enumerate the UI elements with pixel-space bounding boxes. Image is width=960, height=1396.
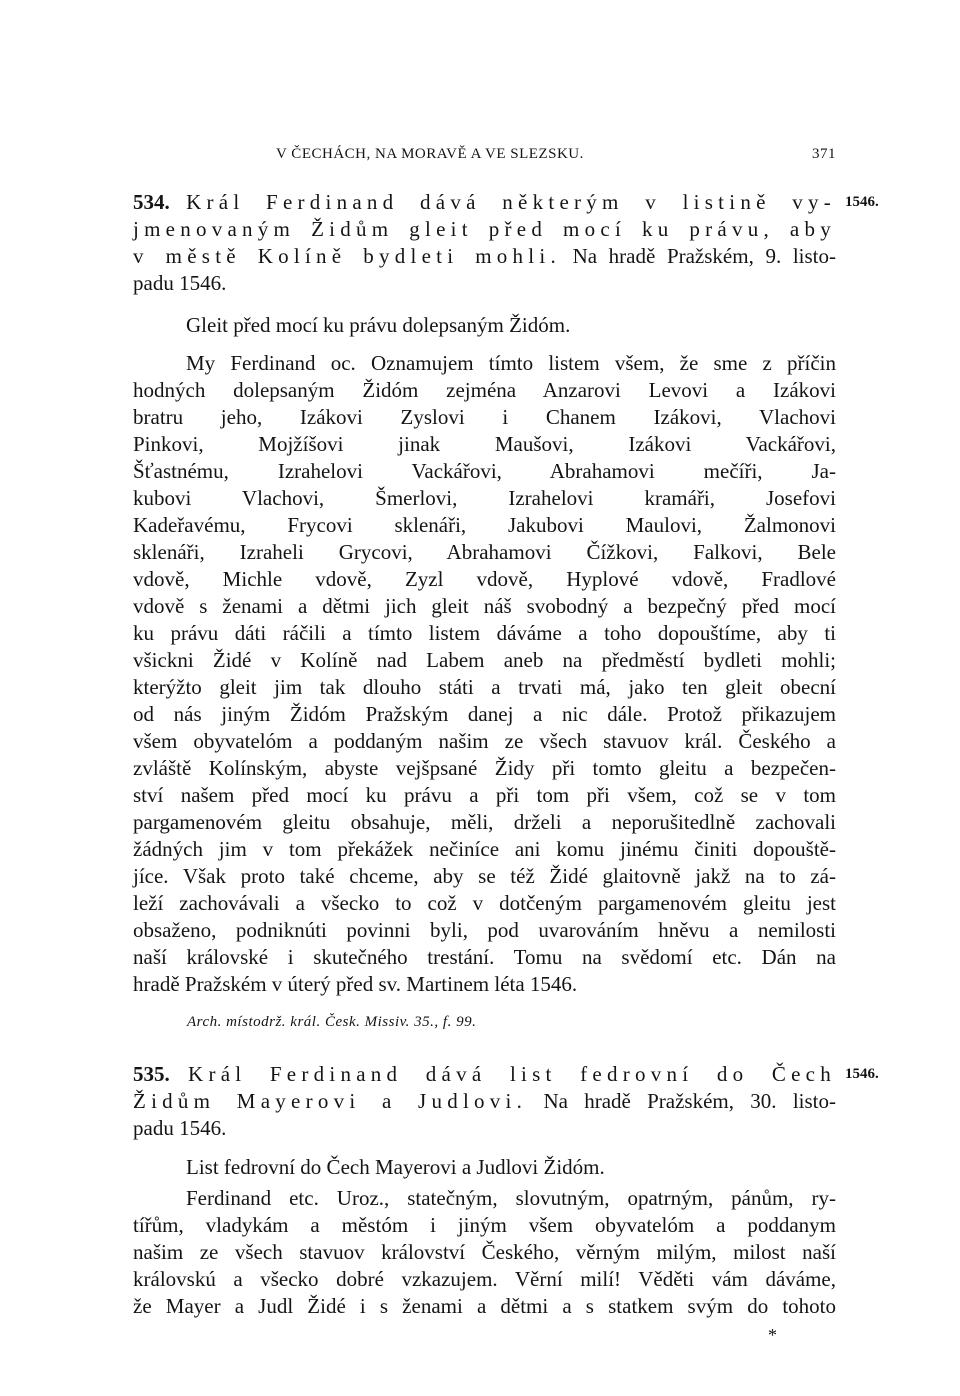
entry-534-regest-line (133, 190, 836, 220)
entry-535-regest-line: padu 1546. (133, 1116, 227, 1140)
entry-534-text-line: My Ferdinand oc. Oznamujem tímto listem všem, že sme z příčin (186, 351, 836, 375)
margin-year: 1546. (845, 1066, 879, 1082)
entry-534-text-line: leží zachovávali a všecko to což v dotčeným pargamenovém gleitu jest (133, 891, 836, 915)
regest-date: Na hradě Pražském, 9. listo- (560, 244, 836, 268)
entry-534-text-line: všem obyvatelóm a poddaným našim ze všech stavuov král. Českého a (133, 729, 836, 753)
entry-534-text-line: zvláště Kolínským, abyste vejšpsané Židy při tomto gleitu a bezpečen- (133, 756, 836, 780)
entry-534-text-line: naší královské i skutečného trestání. Tomu na svědomí etc. Dán na (133, 945, 836, 969)
entry-534-text-line: sklenáři, Izraheli Grycovi, Abrahamovi Čížkovi, Falkovi, Bele (133, 540, 836, 564)
entry-number: 535. (133, 1062, 170, 1086)
entry-534-text-line: bratru jeho, Izákovi Zyslovi i Chanem Izákovi, Vlachovi (133, 405, 836, 429)
regest-text: v městě Kolíně bydleti mohli. (133, 244, 561, 268)
entry-535-title: List fedrovní do Čech Mayerovi a Judlovi Židóm. (186, 1155, 605, 1179)
regest-date: Na hradě Pražském, 30. listo- (527, 1089, 836, 1113)
entry-534-text-line: vdově s ženami a dětmi jich gleit náš svobodný a bezpečný před mocí (133, 594, 836, 618)
page-number: 371 (812, 146, 836, 162)
entry-534-text-line: od nás jiným Židóm Pražským danej a nic dále. Protož přikazujem (133, 702, 836, 726)
archival-source-note: Arch. místodrž. král. Česk. Missiv. 35., f. 99. (187, 1014, 477, 1030)
entry-534-text-line: žádných jim v tom překážek nečiníce ani komu jinému činiti dopouště- (133, 837, 836, 861)
entry-534-regest-line: jmenovaným Židům gleit před mocí ku právu, aby (133, 217, 836, 241)
entry-534-text-line: jíce. Však proto také chceme, aby se též Židé glaitovně jakž na to zá- (133, 864, 836, 888)
entry-535-text-line: našim ze všech stavuov království Českého, věrným milým, milost naší (133, 1240, 836, 1264)
running-title: V ČECHÁCH, NA MORAVĚ A VE SLEZSKU. (276, 146, 584, 162)
running-header (276, 146, 836, 163)
entry-534-text-line: ku právu dáti ráčili a tímto listem dáváme a toho dopouštíme, aby ti (133, 621, 836, 645)
entry-535-regest-line (133, 1089, 836, 1119)
entry-number: 534. (133, 190, 170, 214)
entry-534-regest-line: padu 1546. (133, 271, 227, 295)
entry-535-text-line: tířům, vladykám a městóm i jiným všem obyvatelóm a poddanym (133, 1213, 836, 1237)
entry-534-text-line: Pinkovi, Mojžíšovi jinak Maušovi, Izákovi Vackářovi, (133, 432, 836, 456)
entry-535-regest-line (133, 1062, 836, 1092)
signature-mark: * (768, 1325, 777, 1345)
regest-text: Král Ferdinand dává některým v listině vy- (186, 190, 836, 214)
entry-535-text-line: Ferdinand etc. Uroz., statečným, slovutným, opatrným, pánům, ry- (186, 1186, 836, 1210)
entry-534-regest-line (133, 244, 836, 274)
entry-534-text-line: ství našem před mocí ku právu a při tom při všem, což se v tom (133, 783, 836, 807)
entry-534-text-line: Šťastnému, Izrahelovi Vackářovi, Abrahamovi mečíři, Ja- (133, 459, 836, 483)
entry-534-text-line: vdově, Michle vdově, Zyzl vdově, Hyplové vdově, Fradlové (133, 567, 836, 591)
entry-534-text-line: Kadeřavému, Frycovi sklenáři, Jakubovi Maulovi, Žalmonovi (133, 513, 836, 537)
entry-534-text-line: všickni Židé v Kolíně nad Labem aneb na předměstí bydleti mohli; (133, 648, 836, 672)
entry-534-title: Gleit před mocí ku právu dolepsaným Židóm. (186, 313, 571, 337)
entry-535-text-line: že Mayer a Judl Židé i s ženami a dětmi a s statkem svým do tohoto (133, 1294, 836, 1318)
entry-534-text-line: obsaženo, podniknúti povinni byli, pod uvarováním hněvu a nemilosti (133, 918, 836, 942)
entry-534-text-line: hodných dolepsaným Židóm zejména Anzarovi Levovi a Izákovi (133, 378, 836, 402)
entry-534-text-line: kterýžto gleit jim tak dlouho státi a trvati má, jako ten gleit obecní (133, 675, 836, 699)
regest-text: Král Ferdinand dává list fedrovní do Čech (188, 1062, 836, 1086)
entry-535-text-line: královskú a všecko dobré vzkazujem. Věrní milí! Věděti vám dáváme, (133, 1267, 836, 1291)
regest-text: Židům Mayerovi a Judlovi. (133, 1089, 528, 1113)
entry-534-text-line: hradě Pražském v úterý před sv. Martinem léta 1546. (133, 972, 578, 996)
entry-534-text-line: pargamenovém gleitu obsahuje, měli, drželi a neporušitedlně zachovali (133, 810, 836, 834)
margin-year: 1546. (845, 194, 879, 210)
entry-534-text-line: kubovi Vlachovi, Šmerlovi, Izrahelovi kramáři, Josefovi (133, 486, 836, 510)
